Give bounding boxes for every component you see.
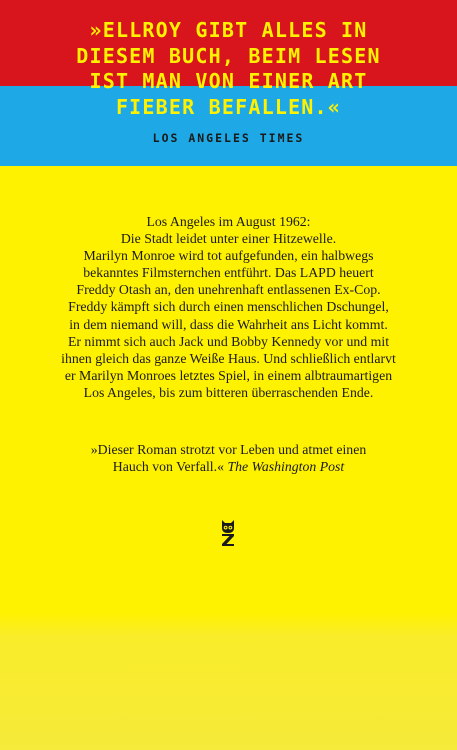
press-quote xyxy=(0,441,457,475)
press-quote-line: Hauch von Verfall.« xyxy=(112,459,224,475)
press-quote-line: »Dieser Roman strotzt vor Leben und atmet einen xyxy=(90,442,367,457)
blurb-line: Er nimmt sich auch Jack und Bobby Kennedy vor und mit xyxy=(67,333,390,349)
review-source: LOS ANGELES TIMES xyxy=(152,131,305,145)
owl-logo-icon xyxy=(220,519,236,547)
review-quote-line: FIEBER BEFALLEN.« xyxy=(115,94,342,119)
blurb-line: Die Stadt leidet unter einer Hitzewelle. xyxy=(120,231,337,247)
blurb-line: in dem niemand will, dass die Wahrheit ans Licht kommt. xyxy=(69,316,388,332)
blurb-line: Freddy kämpft sich durch einen menschlichen Dschungel, xyxy=(68,299,389,315)
blurb-line: Freddy Otash an, den unehrenhaft entlassenen Ex-Cop. xyxy=(76,282,381,298)
book-blurb xyxy=(0,213,457,401)
blurb-line: er Marilyn Monroes letztes Spiel, in einem albtraumartigen xyxy=(64,367,393,383)
blurb-line: Marilyn Monroe wird tot aufgefunden, ein halbwegs xyxy=(83,248,374,264)
press-quote-source: The Washington Post xyxy=(227,459,345,475)
lower-fade xyxy=(0,612,457,750)
blurb-line: Los Angeles im August 1962: xyxy=(146,214,311,229)
blurb-line: bekanntes Filmsternchen entführt. Das LAPD heuert xyxy=(83,265,374,281)
review-quote-line: »ELLROY GIBT ALLES IN xyxy=(89,18,368,42)
blurb-line: ihnen gleich das ganze Weiße Haus. Und schließlich entlarvt xyxy=(61,350,396,366)
review-quote-line: DIESEM BUCH, BEIM LESEN xyxy=(76,43,381,68)
review-quote xyxy=(0,18,457,120)
review-quote-line: IST MAN VON EINER ART xyxy=(89,69,368,93)
blurb-line: Los Angeles, bis zum bitteren überraschenden Ende. xyxy=(83,384,374,400)
